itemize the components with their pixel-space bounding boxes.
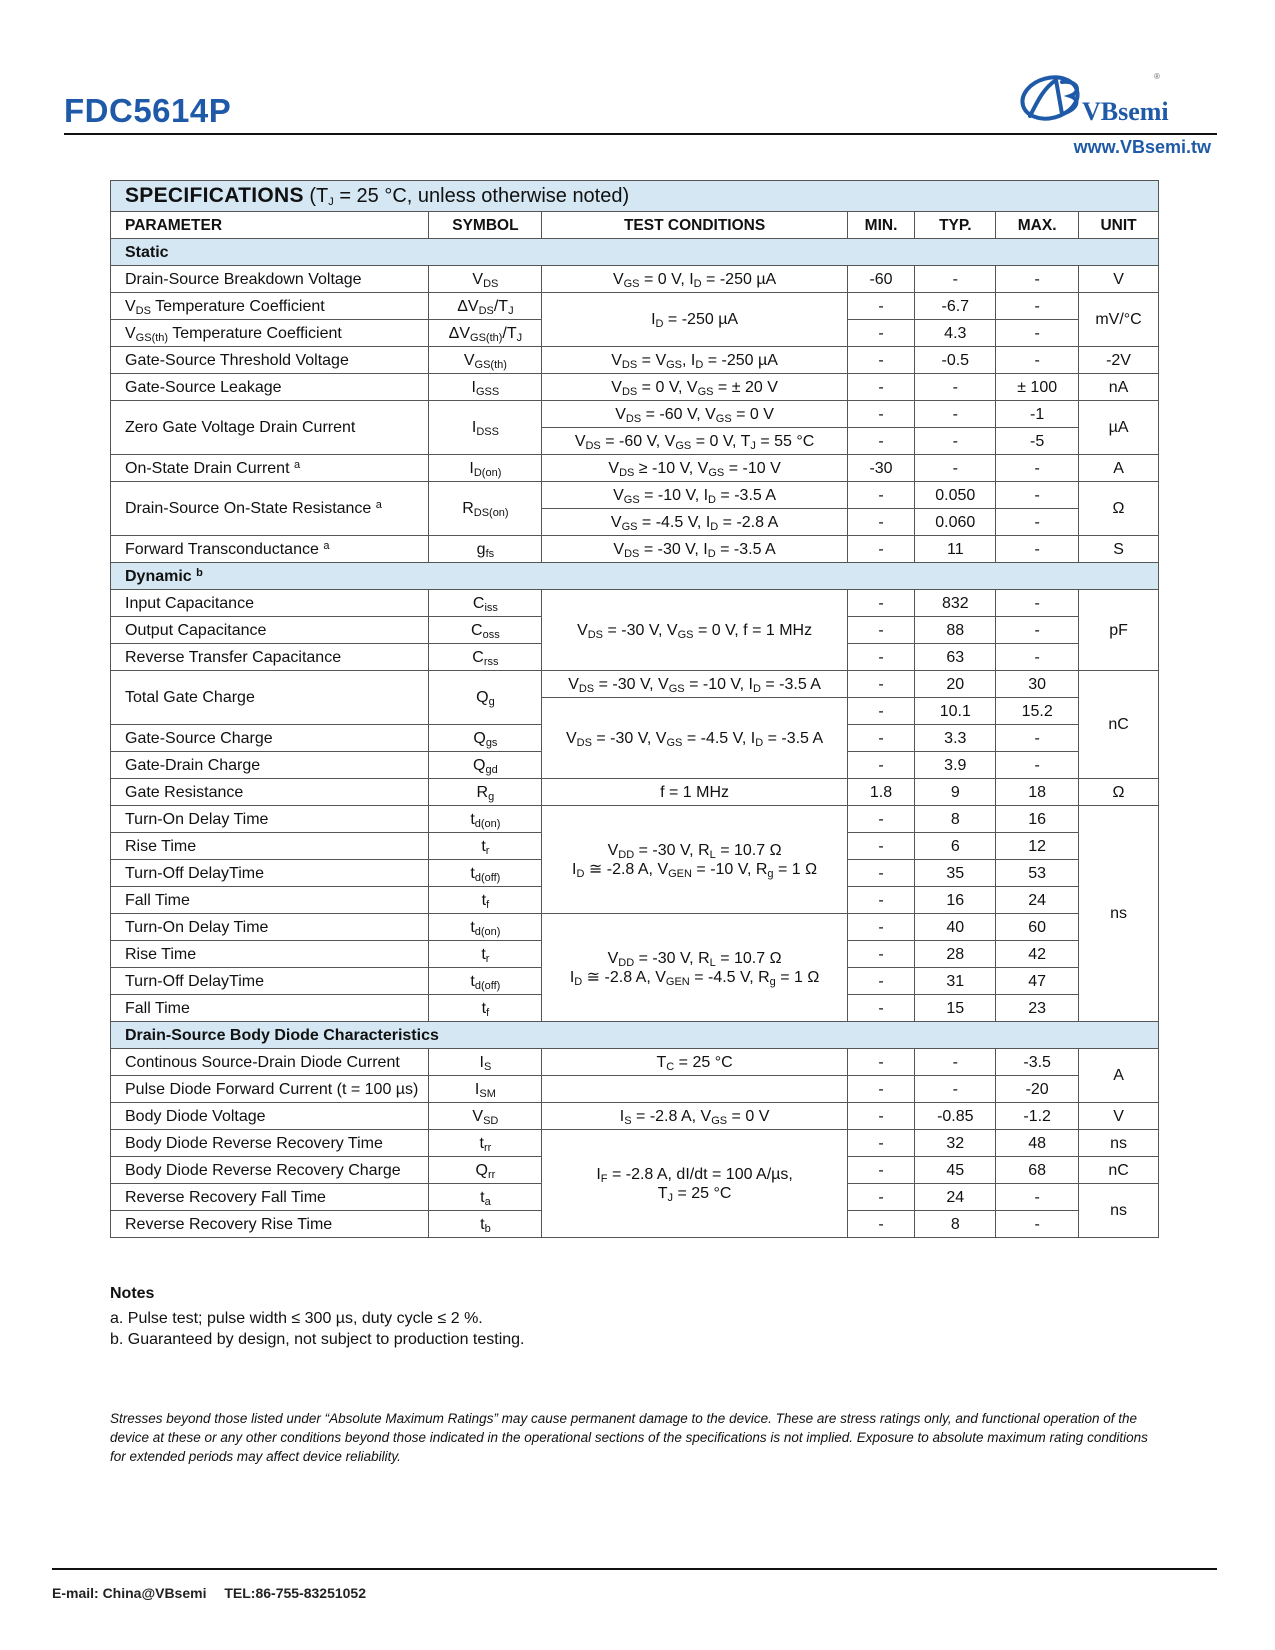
column-header-row	[111, 212, 1159, 239]
table-row: Fall Time $t_f$ - 15 23	[111, 995, 1159, 1022]
table-row: Drain-Source Breakdown Voltage $V_{DS}$ $V_{GS} = 0$ V, $I_D = -250$ µA -60 - - V	[111, 266, 1159, 293]
table-row: Output Capacitance $C_{oss}$ - 88 -	[111, 617, 1159, 644]
footer-tel: TEL:86-755-83251052	[224, 1585, 367, 1601]
table-row: Pulse Diode Forward Current (t = 100 µs) $I_{SM}$ - - -20	[111, 1076, 1159, 1103]
table-row: Reverse Transfer Capacitance $C_{rss}$ - 63 -	[111, 644, 1159, 671]
table-row: On-State Drain Current $^a$ $I_{D(on)}$ $V_{DS} \ge -10$ V, $V_{GS} = -10$ V -30 - - A	[111, 455, 1159, 482]
note-a: a. Pulse test; pulse width ≤ 300 µs, duty cycle ≤ 2 %.	[110, 1310, 483, 1327]
section-diode: Drain-Source Body Diode Characteristics	[111, 1022, 1159, 1049]
table-row: Gate-Source Leakage $I_{GSS}$ $V_{DS} = 0$ V, $V_{GS}$ = ± 20 V - - ± 100 nA	[111, 374, 1159, 401]
footer-email: E-mail: China@VBsemi	[52, 1585, 207, 1601]
col-typ: TYP.	[915, 212, 996, 239]
table-row: Turn-Off DelayTime $t_{d(off)}$ - 35 53	[111, 860, 1159, 887]
table-row: Fall Time $t_f$ - 16 24	[111, 887, 1159, 914]
svg-text:VBsemi: VBsemi	[1082, 97, 1169, 126]
notes-heading: Notes	[110, 1285, 155, 1302]
svg-text:®: ®	[1154, 72, 1160, 81]
disclaimer-text: Stresses beyond those listed under “Absolute Maximum Ratings” may cause permanent damage to the device. These are stress ratings only, and functional operation of the device at these or any other conditions beyond those indicated in the operational sections of the specifications is not implied. Exposure to absolute maximum rating conditions for extended periods may affect device reliability.	[110, 1411, 1148, 1464]
table-row: Turn-Off DelayTime $t_{d(off)}$ - 31 47	[111, 968, 1159, 995]
table-row: Gate-Drain Charge $Q_{gd}$ - 3.9 -	[111, 752, 1159, 779]
table-title-row	[111, 181, 1159, 212]
section-static: Static	[111, 239, 1159, 266]
table-row: Turn-On Delay Time $t_{d(on)}$ $V_{DD} = -30$ V, $R_L = 10.7$ Ω $I_D$ ≅ -2.8 A, $V_{GEN} = -10$ V, $R_g = 1$ Ω - 8 16 ns	[111, 806, 1159, 833]
table-row: Body Diode Reverse Recovery Charge $Q_{rr}$ - 45 68 nC	[111, 1157, 1159, 1184]
table-row: Body Diode Voltage $V_{SD}$ $I_S = -2.8$ A, $V_{GS} = 0$ V - -0.85 -1.2 V	[111, 1103, 1159, 1130]
table-row: Rise Time $t_r$ - 6 12	[111, 833, 1159, 860]
table-row: Drain-Source On-State Resistance $^a$ $R_{DS(on)}$ $V_{GS} = -10$ V, $I_D = -3.5$ A - 0.050 - Ω	[111, 482, 1159, 509]
table-row: Body Diode Reverse Recovery Time $t_{rr}$ $I_F = -2.8$ A, dI/dt = 100 A/µs, $T_J = 25$ °C - 32 48 ns	[111, 1130, 1159, 1157]
table-row: Gate Resistance $R_g$ f = 1 MHz 1.8 9 18 Ω	[111, 779, 1159, 806]
col-min: MIN.	[847, 212, 915, 239]
table-row: $V_{GS(th)}$ Temperature Coefficient $\Delta V_{GS(th)}/T_J$ - 4.3 -	[111, 320, 1159, 347]
table-row: Continous Source-Drain Diode Current $I_S$ $T_C = 25$ °C - - -3.5 A	[111, 1049, 1159, 1076]
table-title: SPECIFICATIONS ($T_J = 25$ °C, unless otherwise noted)	[111, 181, 1159, 212]
col-unit: UNIT	[1079, 212, 1159, 239]
table-row: $V_{GS} = -4.5$ V, $I_D = -2.8$ A - 0.060 -	[111, 509, 1159, 536]
table-row: Gate-Source Charge $Q_{gs}$ - 3.3 -	[111, 725, 1159, 752]
specifications-table	[110, 180, 1159, 1238]
col-max: MAX.	[996, 212, 1079, 239]
table-row: Forward Transconductance $^a$ $g_{fs}$ $V_{DS} = -30$ V, $I_D = -3.5$ A - 11 - S	[111, 536, 1159, 563]
website-link[interactable]: www.VBsemi.tw	[1073, 137, 1211, 157]
footer-rule	[52, 1568, 1217, 1570]
table-row: Reverse Recovery Fall Time $t_a$ - 24 - ns	[111, 1184, 1159, 1211]
table-row: Gate-Source Threshold Voltage $V_{GS(th)}$ $V_{DS} = V_{GS}$, $I_D = -250$ µA - -0.5 - -2V	[111, 347, 1159, 374]
part-number: FDC5614P	[64, 92, 232, 129]
footer-contact	[52, 1585, 380, 1601]
note-b: b. Guaranteed by design, not subject to production testing.	[110, 1331, 525, 1348]
header-rule	[64, 133, 1217, 135]
vbsemi-logo	[1016, 70, 1216, 134]
section-dynamic: Dynamic $^b$	[111, 563, 1159, 590]
table-row: Rise Time $t_r$ - 28 42	[111, 941, 1159, 968]
notes-block	[110, 1283, 525, 1350]
col-symbol: SYMBOL	[429, 212, 542, 239]
table-row: $V_{DS} = -60$ V, $V_{GS} = 0$ V, $T_J = 55$ °C - - -5	[111, 428, 1159, 455]
table-row: Turn-On Delay Time $t_{d(on)}$ $V_{DD} = -30$ V, $R_L = 10.7$ Ω $I_D$ ≅ -2.8 A, $V_{GEN} = -4.5$ V, $R_g = 1$ Ω - 40 60	[111, 914, 1159, 941]
table-row: $V_{DS} = -30$ V, $V_{GS} = -4.5$ V, $I_D = -3.5$ A - 10.1 15.2	[111, 698, 1159, 725]
table-row: $V_{DS}$ Temperature Coefficient $\Delta V_{DS}/T_J$ $I_D = -250$ µA - -6.7 - mV/°C	[111, 293, 1159, 320]
col-parameter: PARAMETER	[111, 212, 429, 239]
col-test-conditions: TEST CONDITIONS	[542, 212, 847, 239]
table-row: Reverse Recovery Rise Time $t_b$ - 8 -	[111, 1211, 1159, 1238]
table-row: Total Gate Charge $Q_g$ $V_{DS} = -30$ V, $V_{GS} = -10$ V, $I_D = -3.5$ A - 20 30 nC	[111, 671, 1159, 698]
table-row: Input Capacitance $C_{iss}$ $V_{DS} = -30$ V, $V_{GS} = 0$ V, f = 1 MHz - 832 - pF	[111, 590, 1159, 617]
table-row: Zero Gate Voltage Drain Current $I_{DSS}$ $V_{DS} = -60$ V, $V_{GS} = 0$ V - - -1 µA	[111, 401, 1159, 428]
